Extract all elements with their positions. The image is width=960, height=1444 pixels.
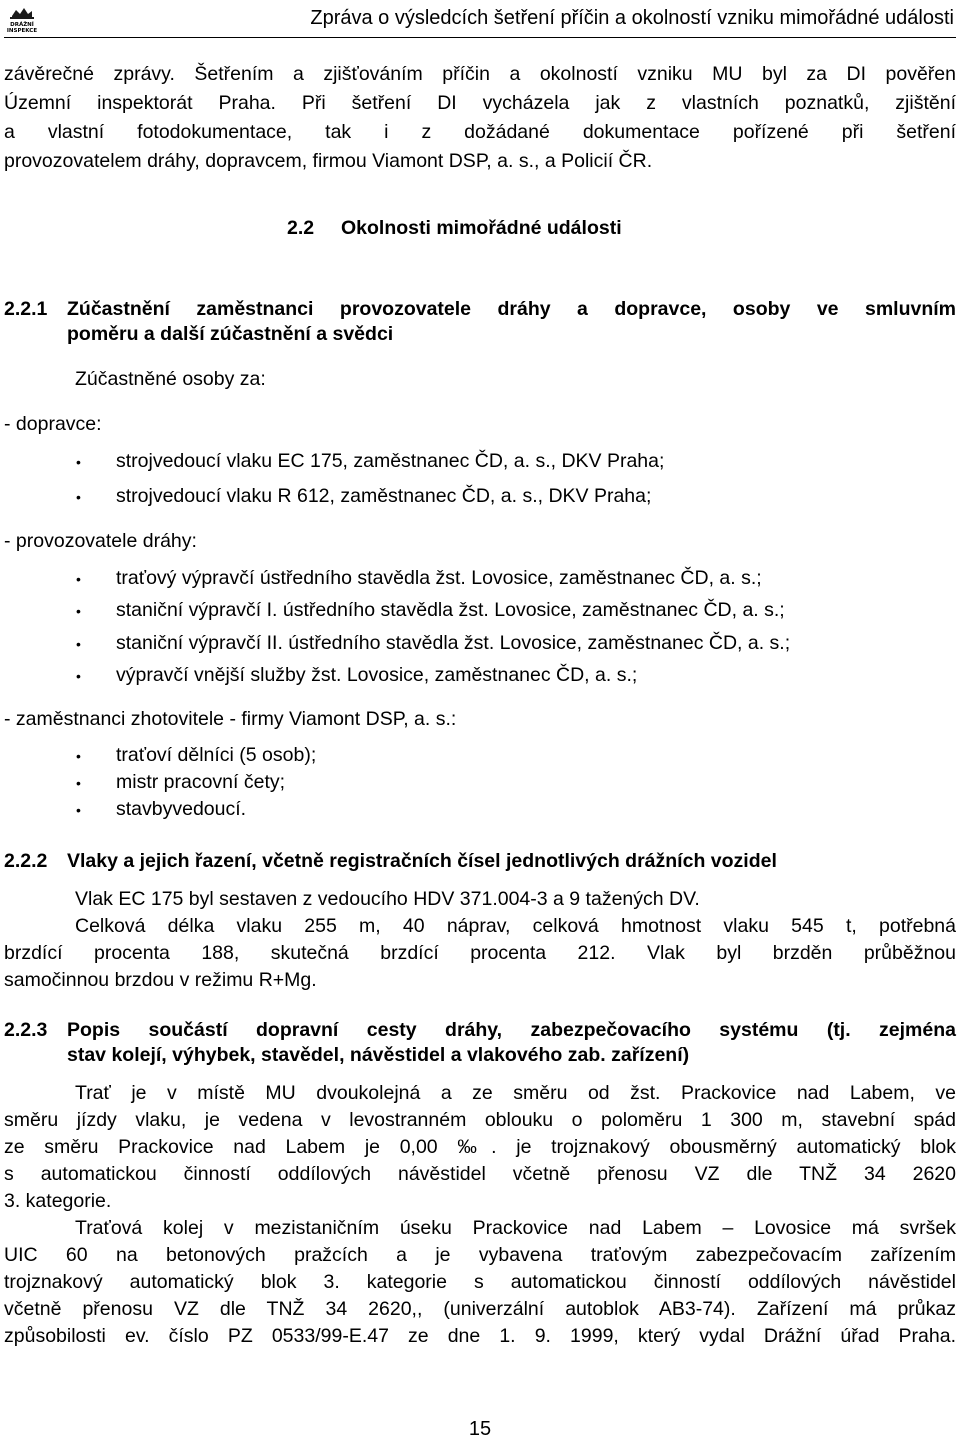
paragraph-line: Celková délka vlaku 255 m, 40 náprav, celková hmotnost vlaku 545 t, potřebná [75,915,956,937]
section-2-2-2-heading: Vlaky a jejich řazení, včetně registračních čísel jednotlivých drážních vozidel [67,850,777,872]
paragraph-line: včetně přenosu VZ dle TNŽ 34 2620,, (univerzální autoblok AB3-74). Zařízení má průkaz [4,1298,956,1320]
paragraph-line: způsobilosti ev. číslo PZ 0533/99-E.47 ze dne 1. 9. 1999, který vydal Drážní úřad Praha. [4,1325,956,1347]
section-2-2-3-heading-line1: Popis součástí dopravní cesty dráhy, zabezpečovacího systému (tj. zejména [67,1019,956,1041]
section-2-2-number: 2.2 [287,217,315,239]
document-title: Zpráva o výsledcích šetření příčin a okolností vzniku mimořádné události [310,7,954,29]
logo-text-line1: DRÁŽNÍ [10,22,34,28]
header-divider [4,37,956,38]
page-header [0,0,960,40]
group-label-zhotovitel: - zaměstnanci zhotovitele - firmy Viamont DSP, a. s.: [4,708,457,730]
section-2-2-1-heading-line1: Zúčastnění zaměstnanci provozovatele dráhy a dopravce, osoby ve smluvním [67,298,956,320]
bullet-icon: • [76,748,81,764]
intro-line: a vlastní fotodokumentace, tak i z dožádané dokumentace pořízené při šetření [4,121,956,143]
paragraph-line: brzdící procenta 188, skutečná brzdící procenta 212. Vlak byl brzděn průběžnou [4,942,956,964]
list-item: staniční výpravčí II. ústředního stavědla žst. Lovosice, zaměstnanec ČD, a. s.; [116,632,791,654]
section-2-2-2-number: 2.2.2 [4,850,48,872]
bullet-icon: • [76,454,81,470]
list-item: strojvedoucí vlaku R 612, zaměstnanec ČD, a. s., DKV Praha; [116,485,652,507]
intro-line: závěrečné zprávy. Šetřením a zjišťováním příčin a okolností vzniku MU byl za DI pověřen [4,63,956,85]
section-2-2-3-number: 2.2.3 [4,1019,48,1041]
bullet-icon: • [76,802,81,818]
group-label-dopravce: - dopravce: [4,413,102,435]
bullet-icon: • [76,603,81,619]
intro-line: Územní inspektorát Praha. Při šetření DI vycházela jak z vlastních poznatků, zjištění [4,92,956,114]
paragraph-line: s automatickou činností oddílových návěstidel včetně přenosu VZ dle TNŽ 34 2620 [4,1163,956,1185]
group-label-provozovatele: - provozovatele dráhy: [4,530,197,552]
paragraph-line: trojznakový automatický blok 3. kategorie s automatickou činností oddílových návěstidel [4,1271,956,1293]
participants-intro: Zúčastněné osoby za: [75,368,266,390]
list-item: mistr pracovní čety; [116,771,286,793]
bullet-icon: • [76,668,81,684]
section-2-2-heading: Okolnosti mimořádné události [341,217,622,239]
list-item: výpravčí vnější služby žst. Lovosice, zaměstnanec ČD, a. s.; [116,664,638,686]
bullet-icon: • [76,571,81,587]
list-item: strojvedoucí vlaku EC 175, zaměstnanec ČD, a. s., DKV Praha; [116,450,665,472]
bullet-icon: • [76,775,81,791]
list-item: stavbyvedoucí. [116,798,247,820]
paragraph-line: směru jízdy vlaku, je vedena v levostranném oblouku o poloměru 1 300 m, stavební spád [4,1109,956,1131]
list-item: traťový výpravčí ústředního stavědla žst. Lovosice, zaměstnanec ČD, a. s.; [116,567,762,589]
paragraph-line: ze směru Prackovice nad Labem je 0,00 ‰. je trojznakový obousměrný automatický blok [4,1136,956,1158]
list-item: staniční výpravčí I. ústředního stavědla žst. Lovosice, zaměstnanec ČD, a. s.; [116,599,785,621]
page-number: 15 [468,1418,492,1440]
section-2-2-1-heading-line2: poměru a další zúčastnění a svědci [67,323,394,345]
bullet-icon: • [76,636,81,652]
paragraph-line: Traťová kolej v mezistaničním úseku Prackovice nad Labem – Lovosice má svršek [75,1217,956,1239]
bullet-icon: • [76,489,81,505]
logo-text-line2: INSPEKCE [6,28,38,34]
paragraph-line: Trať je v místě MU dvoukolejná a ze směru od žst. Prackovice nad Labem, ve [75,1082,956,1104]
list-item: traťoví dělníci (5 osob); [116,744,317,766]
intro-line: provozovatelem dráhy, dopravcem, firmou Viamont DSP, a. s., a Policií ČR. [4,150,653,172]
section-2-2-3-heading-line2: stav kolejí, výhybek, stavědel, návěstidel a vlakového zab. zařízení) [67,1044,690,1066]
paragraph-line: samočinnou brzdou v režimu R+Mg. [4,969,317,991]
paragraph-line: UIC 60 na betonových pražcích a je vybavena traťovým zabezpečovacím zařízením [4,1244,956,1266]
section-2-2-1-number: 2.2.1 [4,298,48,320]
paragraph-line: 3. kategorie. [4,1190,112,1212]
drazni-inspekce-logo [6,5,38,35]
train-composition: Vlak EC 175 byl sestaven z vedoucího HDV 371.004-3 a 9 tažených DV. [75,888,700,910]
